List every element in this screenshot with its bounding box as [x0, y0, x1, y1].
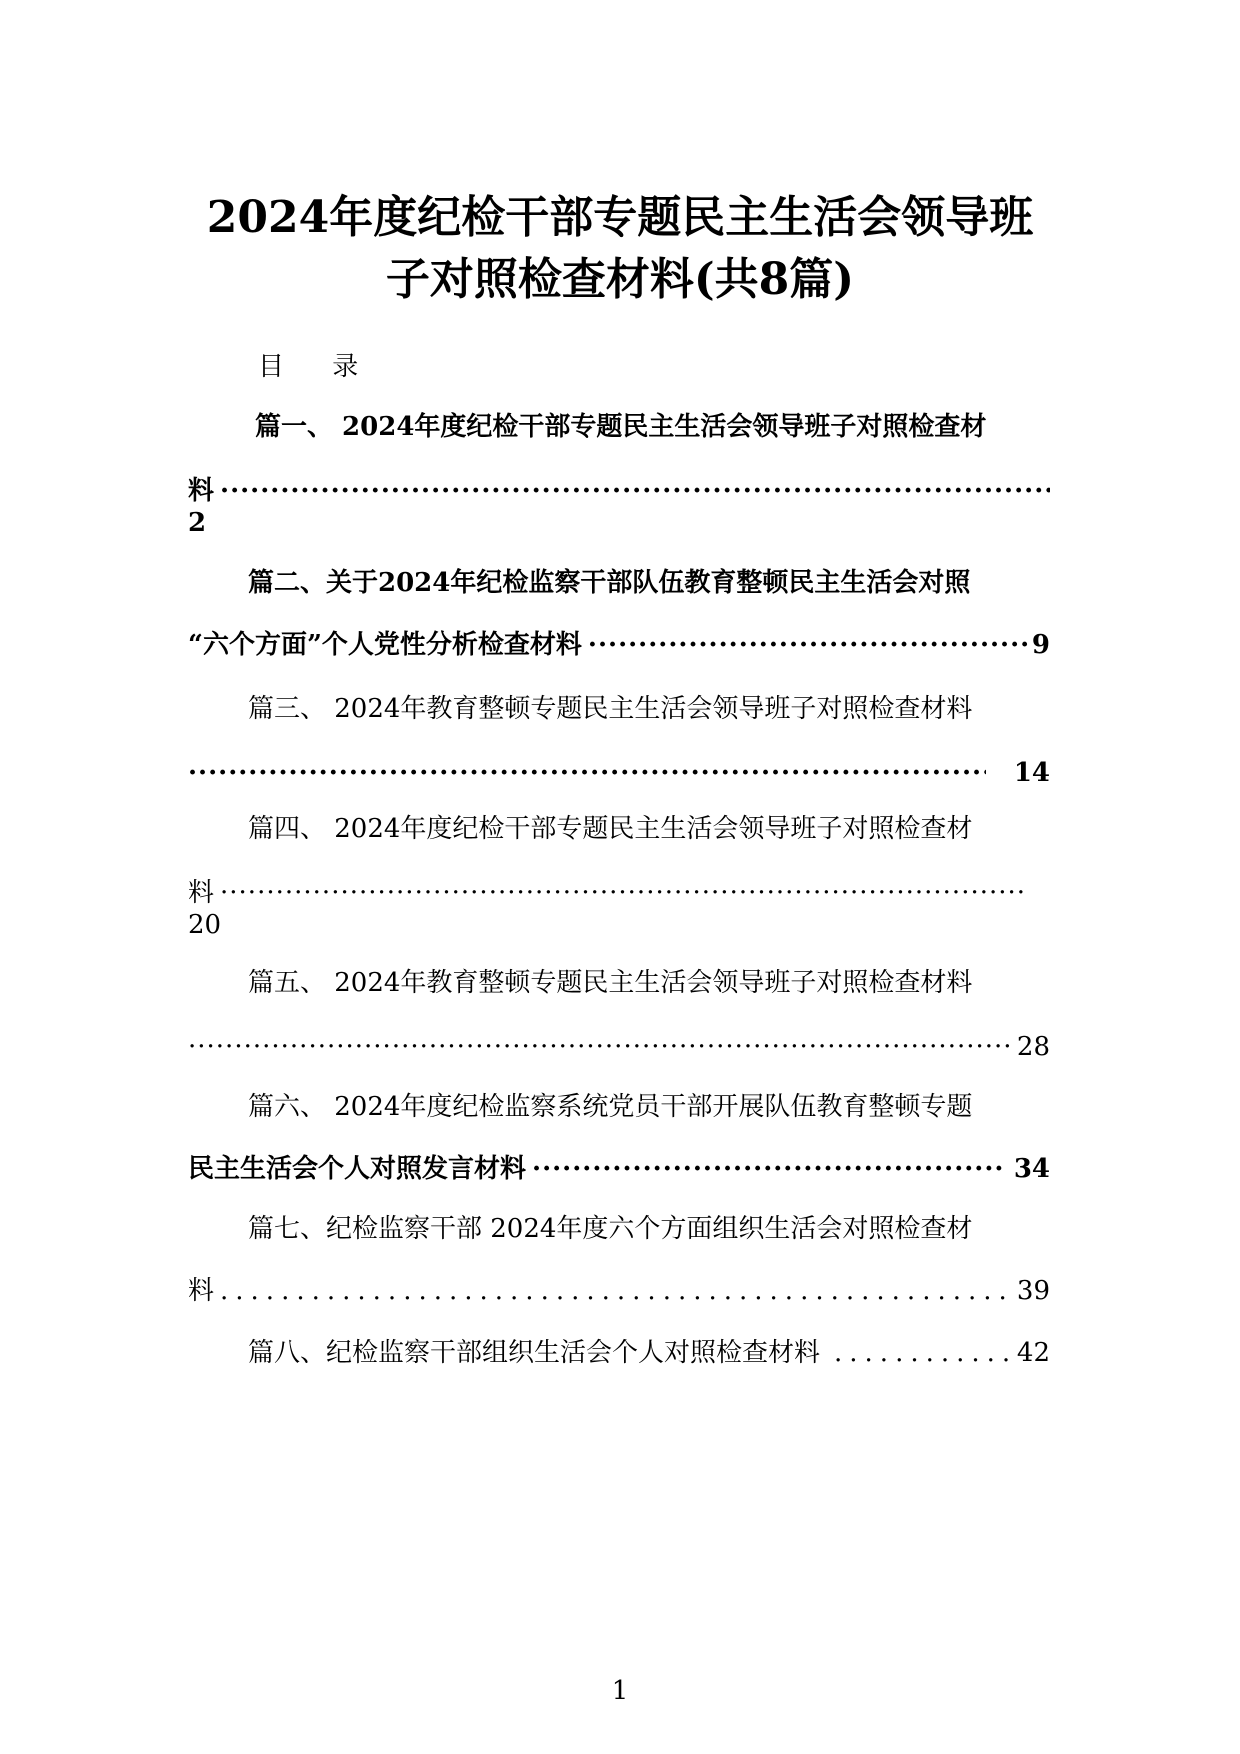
- toc-entry-1-page: 2: [188, 508, 207, 538]
- toc-entry-4-leader[interactable]: [188, 876, 1028, 910]
- toc-entry-8-page: 42: [1016, 1338, 1050, 1368]
- toc-entry-3-dots: [188, 756, 986, 790]
- toc-entry-5-leader[interactable]: [188, 1030, 1050, 1064]
- toc-entry-5-dots: [188, 1030, 1013, 1064]
- toc-entry-3-title[interactable]: 篇三、 2024年教育整顿专题民主生活会领导班子对照检查材料: [248, 694, 973, 724]
- toc-entry-3-leader[interactable]: [188, 756, 1050, 790]
- document-title-line2: 子对照检查材料(共8篇): [385, 254, 855, 305]
- toc-entry-7-continuation: 料: [188, 1276, 215, 1306]
- toc-entry-2-continuation: “六个方面”个人党性分析检查材料: [188, 630, 582, 660]
- toc-entry-2-title[interactable]: 篇二、关于2024年纪检监察干部队伍教育整顿民主生活会对照: [248, 568, 971, 598]
- toc-entry-1-continuation: 料: [188, 476, 215, 506]
- toc-entry-1-dots: [220, 474, 1050, 508]
- toc-entry-4-continuation: 料: [188, 878, 215, 908]
- toc-entry-4-dots: [220, 876, 1028, 910]
- toc-entry-8-dots: [834, 1336, 1013, 1370]
- toc-entry-7-title[interactable]: 篇七、纪检监察干部 2024年度六个方面组织生活会对照检查材: [248, 1214, 973, 1244]
- toc-entry-2-page: 9: [1031, 630, 1050, 660]
- toc-entry-1-leader[interactable]: [188, 474, 1050, 508]
- toc-entry-6-page: 34: [1013, 1154, 1050, 1184]
- page-number: 1: [611, 1676, 629, 1706]
- toc-entry-3-page: 14: [1013, 758, 1050, 788]
- toc-entry-7-leader[interactable]: [188, 1274, 1050, 1308]
- toc-entry-6-dots: [532, 1152, 1002, 1186]
- toc-entry-5-title[interactable]: 篇五、 2024年教育整顿专题民主生活会领导班子对照检查材料: [248, 968, 973, 998]
- toc-entry-6-leader[interactable]: [188, 1152, 1050, 1186]
- toc-entry-8-leader[interactable]: [248, 1336, 1050, 1370]
- toc-entry-2-dots: [588, 628, 1028, 662]
- toc-heading: 目 录: [258, 352, 379, 382]
- toc-entry-7-page: 39: [1016, 1276, 1050, 1306]
- toc-entry-6-title[interactable]: 篇六、 2024年度纪检监察系统党员干部开展队伍教育整顿专题: [248, 1092, 973, 1122]
- document-title-line1: 2024年度纪检干部专题民主生活会领导班: [206, 192, 1034, 243]
- toc-entry-6-continuation: 民主生活会个人对照发言材料: [188, 1154, 527, 1184]
- toc-entry-2-leader[interactable]: [188, 628, 1050, 662]
- toc-entry-5-page: 28: [1016, 1032, 1050, 1062]
- toc-entry-8-title: 篇八、纪检监察干部组织生活会个人对照检查材料: [248, 1338, 821, 1368]
- toc-entry-4-page: 20: [188, 910, 222, 940]
- toc-entry-7-dots: [220, 1274, 1013, 1308]
- toc-entry-4-title[interactable]: 篇四、 2024年度纪检干部专题民主生活会领导班子对照检查材: [248, 814, 973, 844]
- toc-entry-1-title[interactable]: 篇一、 2024年度纪检干部专题民主生活会领导班子对照检查材: [255, 412, 987, 442]
